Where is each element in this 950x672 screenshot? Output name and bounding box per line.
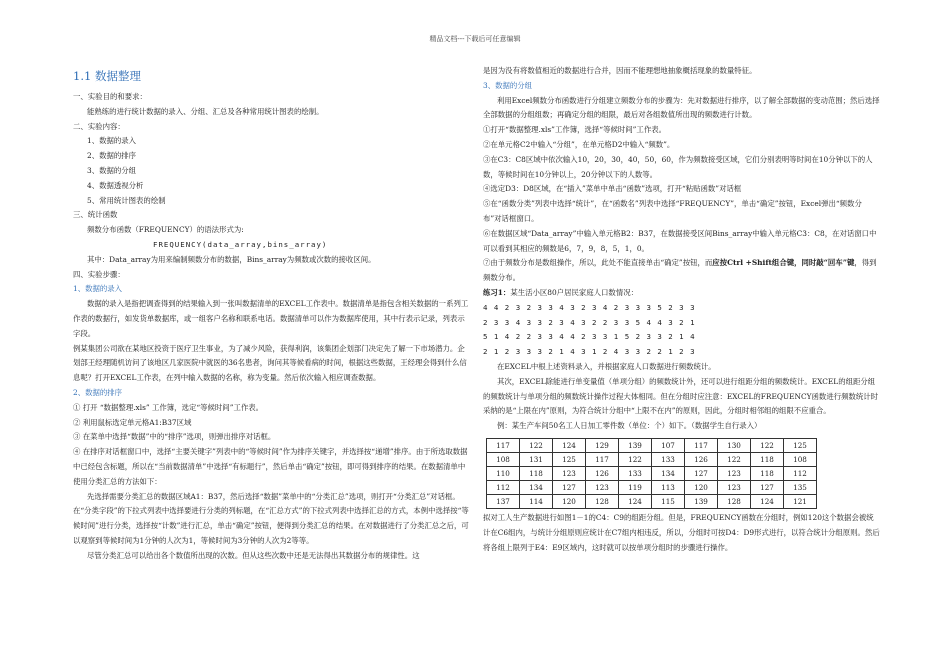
data-row: 5 1 4 2 2 3 3 4 4 2 3 3 1 5 2 3 3 2 1 4 (483, 332, 696, 342)
table-cell: 133 (652, 452, 685, 466)
table-cell: 124 (553, 438, 586, 452)
step-item: ① 打开 “数据整理.xls” 工作簿，选定“等候时间”工作表。 (73, 402, 264, 412)
exercise-text: 某生活小区80户居民家庭人口数情况： (510, 287, 638, 297)
table-cell: 123 (718, 480, 751, 494)
paragraph: 其中：Data_array为用来编制频数分布的数据，Bins_array为频数或次数的接收区间。 (87, 254, 376, 264)
paragraph: 拟对工人生产数据进行如图1－1的C4：C9的组距分组。但是，FREQUENCY函数在分组时，例如120这个数据会被统计在C6组内，与统计分组原则应统计在C7组内相违反，所以，分组时可按D4：D9形式进行，以符合统计分组原则。然后将各组上限列于E4：E9区域内，这时就可以按单项分组时的步骤进行操作。 (483, 512, 880, 552)
paragraph: 能熟练的进行统计数据的录入、分组、汇总及各种常用统计图表的绘制。 (87, 106, 324, 116)
step-item: ②在单元格C2中输入“分组”，在单元格D2中输入“频数”。 (483, 139, 675, 149)
table-cell: 123 (553, 466, 586, 480)
table-cell: 128 (586, 494, 619, 508)
paragraph: 先选择需要分类汇总的数据区域A1：B37，然后选择“数据”菜单中的“分类汇总”选项，则打开“分类汇总”对话框。在“分类字段”的下拉式列表中选择要进行分类的列标题，在“汇总方式”的下拉式列表中选择汇总的方式，本例中选择按“等候时间”进行分类，选择按“计数”进行汇总，单击“确定”按钮，便得到分类汇总的结果。在对数据进行了分类汇总之后，可以观察到等候时间为1分钟的人次为1，等候时间为3分钟的人次为2等等。 (73, 491, 469, 545)
right-column (483, 64, 880, 555)
subsection-heading: 2、数据的排序 (73, 387, 123, 397)
table-cell: 124 (751, 494, 784, 508)
step-item: ② 利用鼠标选定单元格A1:B37区域 (73, 417, 192, 427)
list-item: 1、数据的录入 (87, 136, 137, 146)
table-cell: 117 (685, 438, 718, 452)
table-cell: 134 (520, 480, 553, 494)
paragraph: 在EXCEL中根上述资料录入，并根据家庭人口数据进行频数统计。 (497, 361, 716, 371)
step-item: ④选定D3：D8区域，在“插入”菜单中单击“函数”选项，打开“粘贴函数”对话框 (483, 184, 742, 194)
list-item: 2、数据的排序 (87, 151, 137, 161)
paragraph: 数据的录入是指把调查得到的结果输入到一张叫数据清单的EXCEL工作表中。数据清单是指包含相关数据的一系列工作表的数据行，如发货单数据库，或一组客户名称和联系电话。数据清单可以作为数据库使用，其中行表示记录，列表示字段。 (73, 299, 469, 338)
left-column (73, 62, 470, 564)
table-cell: 110 (487, 466, 520, 480)
table-cell: 117 (487, 438, 520, 452)
table-cell: 122 (520, 438, 553, 452)
step-item: ①打开“数据整理.xls”工作簿，选择“等候时间”工作表。 (483, 125, 666, 135)
table-cell: 127 (685, 466, 718, 480)
step-item: ③在C3：C8区域中依次输入10，20，30，40，50，60，作为频数接受区域，它们分别表明等时间在10分钟以下的人数，等候时间在10分钟以上，20分钟以下的人数等。 (483, 154, 873, 179)
section-heading: 四、实验步骤： (73, 269, 125, 279)
paragraph: 其次，EXCEL除能进行单变量值（单项分组）的频数统计外，还可以进行组距分组的频数统计。EXCEL的组距分组的频数统计与单项分组的频数统计操作过程大体相同。但在分组时应注意：EXCEL的FREQUENCY函数进行频数统计时采纳的是“上限在内”原则，为符合统计分组中“上限不在内”的原则，因此，分组时相邻组的组限不应重合。 (483, 376, 879, 416)
table-cell: 119 (619, 480, 652, 494)
step-text: ⑦由于频数分布是数组操作，所以，此处不能直接单击“确定”按钮，而 (483, 258, 713, 268)
table-row (487, 438, 817, 452)
step-item: ⑥在数据区域“Data_array”中输入单元格B2：B37，在数据接受区间Bins_array中输入单元格C3：C8，在对话窗口中可以看到其相应的频数是6，7，9，8，5，1，0。 (483, 228, 877, 253)
table-cell: 123 (718, 466, 751, 480)
exercise-heading (483, 286, 880, 301)
table-cell: 122 (619, 452, 652, 466)
table-cell: 127 (751, 480, 784, 494)
table-row (487, 494, 817, 508)
exercise-label: 练习1： (483, 287, 511, 297)
table-cell: 113 (652, 480, 685, 494)
table-cell: 126 (586, 466, 619, 480)
table-cell: 128 (718, 494, 751, 508)
table-cell: 134 (652, 466, 685, 480)
list-item: 3、数据的分组 (87, 165, 137, 175)
table-cell: 133 (619, 466, 652, 480)
table-cell: 118 (751, 466, 784, 480)
step-text-emphasis: 应按Ctrl +Shift组合键，同时敲“回车”键 (712, 258, 855, 268)
table-cell: 131 (520, 452, 553, 466)
formula: FREQUENCY(data_array,bins_array) (153, 239, 328, 249)
table-cell: 108 (487, 452, 520, 466)
table-cell: 123 (586, 480, 619, 494)
table-cell: 117 (586, 452, 619, 466)
table-cell: 107 (652, 438, 685, 452)
subsection-heading: 3、数据的分组 (483, 80, 533, 90)
table-cell: 122 (751, 438, 784, 452)
table-cell: 135 (784, 480, 817, 494)
table-cell: 125 (784, 438, 817, 452)
table-cell: 115 (652, 494, 685, 508)
table-cell: 124 (619, 494, 652, 508)
table-cell: 112 (784, 466, 817, 480)
section-title: 1.1 数据整理 (73, 69, 141, 83)
table-cell: 129 (586, 438, 619, 452)
paragraph: 尽管分类汇总可以给出各个数值所出现的次数。但从这些次数中还是无法得出其数据分布的规律性。这 (87, 550, 420, 560)
table-cell: 139 (619, 438, 652, 452)
paragraph: 例：某生产车间50名工人日加工零件数（单位：个）如下。（数据学生自行录入） (497, 421, 762, 431)
table-row (487, 480, 817, 494)
table-cell: 108 (784, 452, 817, 466)
table-cell: 121 (784, 494, 817, 508)
data-row: 4 4 2 3 2 3 3 4 3 2 3 4 2 3 3 3 5 2 3 3 (483, 302, 696, 312)
step-item (483, 256, 880, 286)
table-cell: 120 (685, 480, 718, 494)
table-cell: 114 (520, 494, 553, 508)
section-heading: 二、实验内容： (73, 121, 125, 131)
table-cell: 126 (685, 452, 718, 466)
section-heading: 一、实验目的和要求： (73, 92, 147, 101)
table-cell: 120 (553, 494, 586, 508)
subsection-heading: 1、数据的录入 (73, 284, 123, 294)
data-row: 2 3 3 4 3 3 2 3 4 3 2 2 3 3 5 4 4 3 2 1 (483, 317, 696, 327)
table-row (487, 452, 817, 466)
paragraph: 频数分布函数（FREQUENCY）的语法形式为: (87, 225, 244, 235)
table-cell: 139 (685, 494, 718, 508)
data-table (486, 438, 817, 509)
table-cell: 118 (751, 452, 784, 466)
table-cell: 130 (718, 438, 751, 452)
section-heading: 三、统计函数 (73, 210, 118, 220)
table-cell: 112 (487, 480, 520, 494)
step-text: ，得到频数分布。 (483, 258, 877, 283)
table-row (487, 466, 817, 480)
paragraph: 是因为没有将数值相近的数据进行合并，因而不能理想地抽象概括现象的数量特征。 (483, 66, 757, 75)
data-row: 2 1 2 3 3 3 2 1 4 3 1 2 4 3 3 2 2 1 2 3 (483, 347, 696, 357)
step-item: ④ 在排序对话框窗口中，选择“主要关键字”列表中的“等候时间”作为排序关键字，并选择按“递增”排序。由于所选取数据中已经包含标题，所以在“当前数据清单”中选择“有标题行”，然后单击“确定”按钮，即可得到排序的结果。在数据清单中使用分类汇总的方法如下： (73, 447, 468, 486)
table-cell: 118 (520, 466, 553, 480)
table-cell: 122 (718, 452, 751, 466)
step-item: ⑤在“函数分类”列表中选择“统计”，在“函数名”列表中选择“FREQUENCY”，单击“确定”按钮，Excel弹出“频数分布”对话框窗口。 (483, 199, 862, 223)
list-item: 4、数据透视分析 (87, 180, 144, 190)
paragraph: 利用Excel频数分布函数进行分组建立频数分布的步骤为：先对数据进行排序，以了解全部数据的变动范围；然后选择全部数据的分组组数；再确定分组的组限，最后对各组数值所出现的频数进行计数。 (483, 95, 880, 120)
table-cell: 137 (487, 494, 520, 508)
paragraph: 例某集团公司欲在某地区投资于医疗卫生事业，为了减少风险，获得利润，该集团企划部门决定先了解一下市场潜力。企划部王经理随机访问了该地区几家医院中就医的36名患者，询问其等候看病的时间，根据这些数据，王经理会得到什么信息呢？打开EXCEL工作表，在列中输入数据的名称，称为变量。然后依次输入相应调查数据。 (73, 343, 467, 383)
list-item: 5、常用统计图表的绘制 (87, 195, 166, 205)
page-header: 精品文档---下载后可任意编辑 (429, 35, 521, 43)
table-cell: 127 (553, 480, 586, 494)
table-cell: 125 (553, 452, 586, 466)
step-item: ③ 在菜单中选择“数据”中的“排序”选项，则弹出排序对话框。 (73, 432, 276, 442)
